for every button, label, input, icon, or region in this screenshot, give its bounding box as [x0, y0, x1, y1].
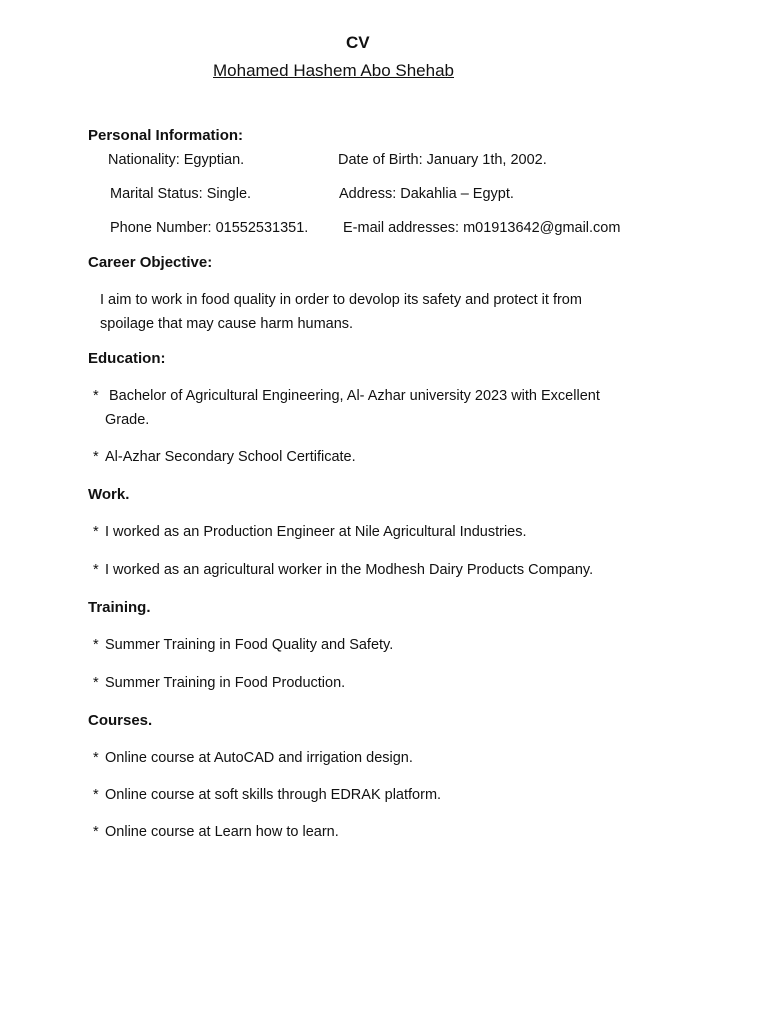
training-bullet-1: * [93, 637, 99, 653]
candidate-name: Mohamed Hashem Abo Shehab [213, 61, 454, 80]
education-item-1-line-2: Grade. [105, 412, 150, 428]
career-objective-heading: Career Objective: [88, 254, 213, 271]
education-bullet-2: * [93, 449, 99, 465]
document-title: CV [346, 33, 370, 52]
work-item-1: I worked as an Production Engineer at Nile Agricultural Industries. [105, 524, 527, 540]
phone-field: Phone Number: 01552531351. [110, 220, 309, 236]
education-item-1-line-1: Bachelor of Agricultural Engineering, Al- Azhar university 2023 with Excellent [109, 388, 600, 404]
work-heading: Work. [88, 486, 130, 503]
work-item-2: I worked as an agricultural worker in the Modhesh Dairy Products Company. [105, 562, 594, 578]
career-objective-line-1: I aim to work in food quality in order to devolop its safety and protect it from [100, 292, 582, 308]
training-heading: Training. [88, 599, 151, 616]
dob-field: Date of Birth: January 1th, 2002. [338, 152, 547, 168]
address-field: Address: Dakahlia – Egypt. [339, 186, 514, 202]
email-field: E-mail addresses: m01913642@gmail.com [343, 220, 621, 236]
training-bullet-2: * [93, 675, 99, 691]
education-bullet-1: * [93, 388, 99, 404]
marital-status-field: Marital Status: Single. [110, 186, 252, 202]
work-bullet-1: * [93, 524, 99, 540]
courses-bullet-1: * [93, 750, 99, 766]
courses-item-1: Online course at AutoCAD and irrigation design. [105, 750, 413, 766]
work-bullet-2: * [93, 562, 99, 578]
training-item-2: Summer Training in Food Production. [105, 675, 346, 691]
nationality-field: Nationality: Egyptian. [108, 152, 245, 168]
courses-bullet-3: * [93, 824, 99, 840]
education-heading: Education: [88, 350, 166, 367]
courses-item-2: Online course at soft skills through EDRAK platform. [105, 787, 442, 803]
personal-info-heading: Personal Information: [88, 127, 244, 144]
courses-item-3: Online course at Learn how to learn. [105, 824, 339, 840]
courses-heading: Courses. [88, 712, 153, 729]
courses-bullet-2: * [93, 787, 99, 803]
training-item-1: Summer Training in Food Quality and Safety. [105, 637, 394, 653]
education-item-2: Al-Azhar Secondary School Certificate. [105, 449, 356, 465]
career-objective-line-2: spoilage that may cause harm humans. [100, 316, 354, 332]
